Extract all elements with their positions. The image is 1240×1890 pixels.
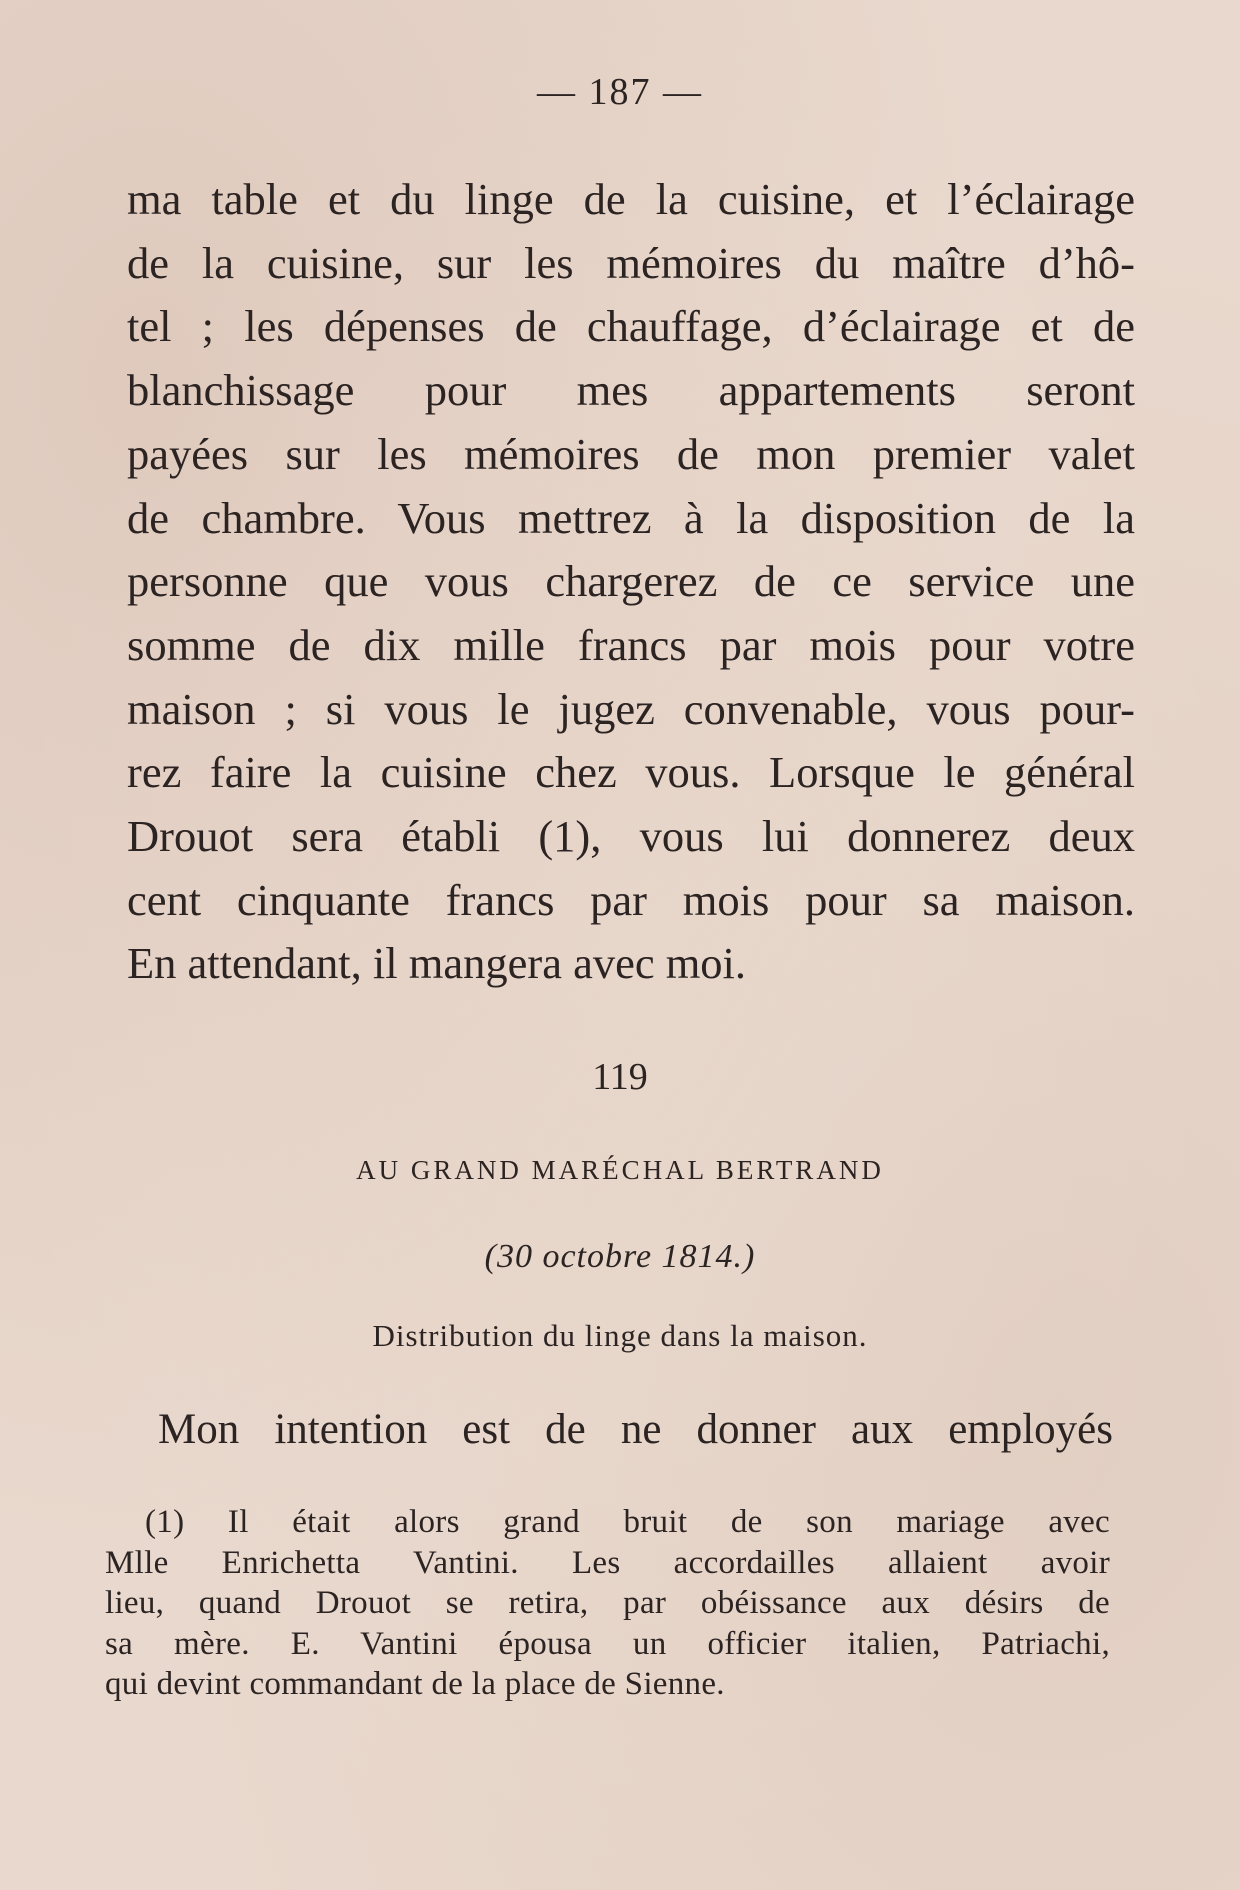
body-line: En attendant, il mangera avec moi. bbox=[127, 938, 747, 989]
body-line: payées sur les mémoires de mon premier valet bbox=[127, 428, 1135, 479]
letter-date: (30 octobre 1814.) bbox=[484, 1238, 756, 1275]
footnote-line: sa mère. E. Vantini épousa un officier italien, Patriachi, bbox=[105, 1625, 1110, 1662]
body-line: rez faire la cuisine chez vous. Lorsque le général bbox=[127, 747, 1135, 798]
footnote-line: lieu, quand Drouot se retira, par obéissance aux désirs de bbox=[105, 1585, 1110, 1621]
letter-recipient: AU GRAND MARÉCHAL BERTRAND bbox=[356, 1155, 884, 1185]
footnote bbox=[105, 1502, 1110, 1705]
letter-opening-line: Mon intention est de ne donner aux employés bbox=[158, 1406, 1113, 1453]
body-line: maison ; si vous le jugez convenable, vous pour- bbox=[127, 683, 1135, 734]
letter-number: 119 bbox=[592, 1056, 648, 1098]
body-line: cent cinquante francs par mois pour sa maison. bbox=[127, 874, 1135, 925]
body-line: de la cuisine, sur les mémoires du maître d’hô- bbox=[127, 237, 1135, 288]
letter-subject: Distribution du linge dans la maison. bbox=[372, 1318, 868, 1353]
footnote-line: Mlle Enrichetta Vantini. Les accordailles allaient avoir bbox=[105, 1544, 1110, 1581]
footnote-line: (1) Il était alors grand bruit de son mariage avec bbox=[145, 1504, 1110, 1540]
body-line: personne que vous chargerez de ce service une bbox=[127, 556, 1135, 607]
page-number: — 187 — bbox=[537, 71, 703, 113]
body-line: blanchissage pour mes appartements seront bbox=[127, 365, 1135, 416]
body-line: de chambre. Vous mettrez à la disposition de la bbox=[127, 492, 1135, 543]
body-line: tel ; les dépenses de chauffage, d’éclairage et de bbox=[127, 301, 1135, 352]
body-line: Drouot sera établi (1), vous lui donnerez deux bbox=[127, 811, 1135, 862]
footnote-line: qui devint commandant de la place de Sienne. bbox=[105, 1666, 725, 1702]
body-text bbox=[127, 168, 1135, 996]
body-line: somme de dix mille francs par mois pour votre bbox=[127, 619, 1135, 670]
body-line: ma table et du linge de la cuisine, et l’éclairage bbox=[127, 174, 1135, 224]
